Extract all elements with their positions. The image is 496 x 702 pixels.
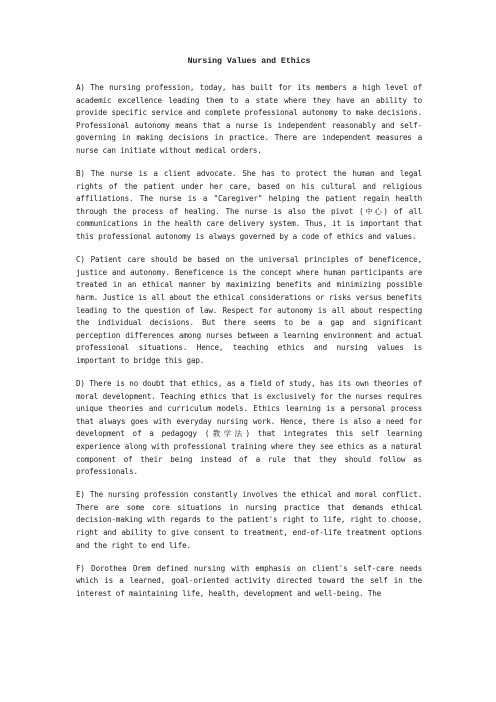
paragraph-e: E) The nursing profession constantly involves the ethical and moral conflict. There are some core situations in nursing practice that demands ethical decision-making with regards to the patient's right to life, right to choose, right and ability to give consent to treatment, end-of-life treatment options and the right to end life. xyxy=(76,490,422,550)
paragraph-a: A) The nursing profession, today, has built for its members a high level of academic excellence leading them to a state where they have an ability to provide specific service and complete professional autonomy to make decisions. Professional autonomy means that a nurse is independent reasonably and self-governing in making decisions in practice. There are independent measures a nurse can initiate without medical orders. xyxy=(76,83,422,155)
paragraph-c: C) Patient care should be based on the universal principles of beneficence, justice and autonomy. Beneficence is the concept where human participants are treated in an ethical manner by maximizing benefits and minimizing possible harm. Justice is all about the ethical considerations or risks versus benefits leading to the question of law. Respect for autonomy is all about respecting the individual decisions. But there seems to be a gap and significant perception differences among nurses between a learning environment and actual professional situations. Hence, teaching ethics and nursing values is important to bridge this gap. xyxy=(76,255,422,365)
document-title: Nursing Values and Ethics xyxy=(187,57,311,66)
paragraph-d: D) There is no doubt that ethics, as a field of study, has its own theories of moral development. Teaching ethics that is exclusively for the nurses requires unique theories and curriculum models. Ethics learning is a personal process that always goes with everyday nursing work. Hence, there is also a need for development of a pedagogy (教学法) that integrates this self learning experience along with professional training where they see ethics as a natural component of their being instead of a rule that they should follow as professionals. xyxy=(76,378,422,477)
paragraph-b: B) The nurse is a client advocate. She has to protect the human and legal rights of the patient under her care, based on his cultural and religious affiliations. The nurse is a "Caregiver" helping the patient regain health through the process of healing. The nurse is also the pivot (中心) of all communications in the health care delivery system. Thus, it is important that this professional autonomy is always governed by a code of ethics and values. xyxy=(76,169,422,242)
document-page xyxy=(76,56,422,611)
paragraph-f: F) Dorothea Orem defined nursing with emphasis on client's self-care needs which is a learned, goal-oriented activity directed toward the self in the interest of maintaining life, health, development and well-being. The xyxy=(76,563,422,598)
